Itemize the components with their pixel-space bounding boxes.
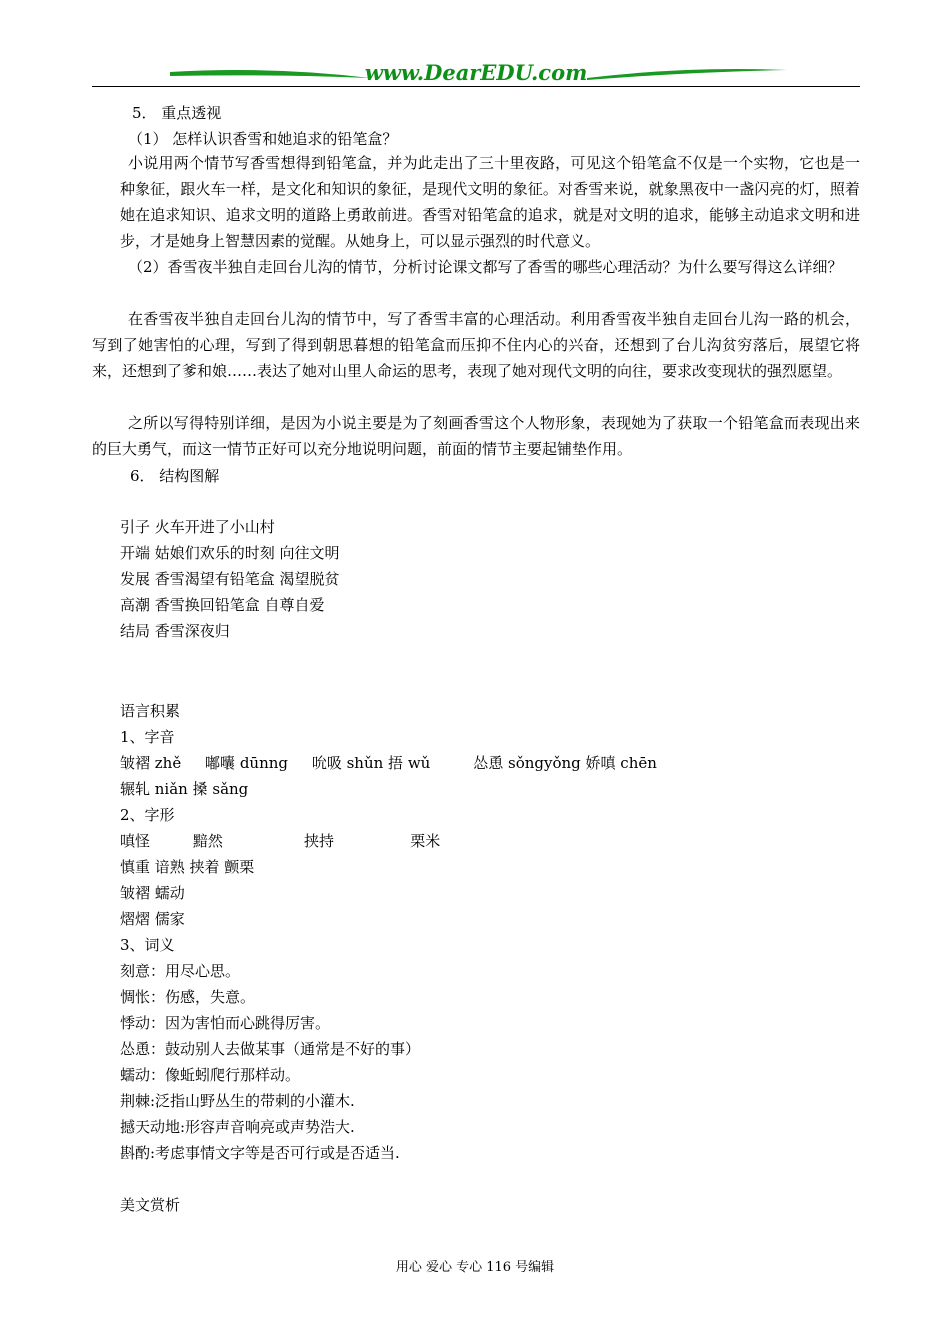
form-line: 熠熠 儒家 bbox=[120, 910, 185, 928]
structure-item: 发展 香雪渴望有铅笔盒 渴望脱贫 bbox=[120, 570, 340, 588]
question-2: （2）香雪夜半独自走回台儿沟的情节，分析讨论课文都写了香雪的哪些心理活动？为什么要写得这么详细？ bbox=[128, 258, 843, 276]
meaning-item: 刻意：用尽心思。 bbox=[120, 962, 241, 980]
header-rule bbox=[92, 86, 860, 87]
page-header bbox=[92, 58, 860, 90]
pronunciation-heading: 1、字音 bbox=[120, 728, 175, 746]
pronunciation-line: 皱褶 zhě 嘟囔 dūnng 吮吸 shǔn 捂 wǔ 怂恿 sǒngyǒng 娇嗔 chēn bbox=[120, 754, 657, 772]
structure-item: 高潮 香雪换回铅笔盒 自尊自爱 bbox=[120, 596, 325, 614]
answer-2-paragraph: 在香雪夜半独自走回台儿沟的情节中，写了香雪丰富的心理活动。利用香雪夜半独自走回台儿沟一路的机会，写到了她害怕的心理，写到了得到朝思暮想的铅笔盒而压抑不住内心的兴奋，还想到了台儿沟贫穷落后，展望它将来，还想到了爹和娘……表达了她对山里人命运的思考，表现了她对现代文明的向往，要求改变现状的强烈愿望。 bbox=[92, 310, 860, 380]
answer-1-paragraph: 小说用两个情节写香雪想得到铅笔盒，并为此走出了三十里夜路，可见这个铅笔盒不仅是一个实物，它也是一种象征，跟火车一样，是文化和知识的象征，是现代文明的象征。对香雪来说，就象黑夜中一盏闪亮的灯，照着她在追求知识、追求文明的道路上勇敢前进。香雪对铅笔盒的追求，就是对文明的追求，能够主动追求文明和进步，才是她身上智慧因素的觉醒。从她身上，可以显示强烈的时代意义。 bbox=[120, 154, 860, 250]
language-heading: 语言积累 bbox=[120, 702, 181, 720]
meaning-heading: 3、词义 bbox=[120, 936, 175, 954]
meaning-item: 悸动：因为害怕而心跳得厉害。 bbox=[120, 1014, 331, 1032]
pronunciation-line: 辗轧 niǎn 搡 sǎng bbox=[120, 780, 249, 798]
structure-item: 结局 香雪深夜归 bbox=[120, 622, 230, 640]
answer-3-paragraph: 之所以写得特别详细，是因为小说主要是为了刻画香雪这个人物形象，表现她为了获取一个铅笔盒而表现出来的巨大勇气，而这一情节正好可以充分地说明问题，前面的情节主要起铺垫作用。 bbox=[92, 414, 860, 458]
meaning-item: 斟酌:考虑事情文字等是否可行或是否适当. bbox=[120, 1144, 400, 1162]
structure-item: 引子 火车开进了小山村 bbox=[120, 518, 275, 536]
right-swoosh-decoration bbox=[587, 66, 787, 84]
meaning-item: 荆棘:泛指山野丛生的带刺的小灌木. bbox=[120, 1092, 355, 1110]
structure-item: 开端 姑娘们欢乐的时刻 向往文明 bbox=[120, 544, 340, 562]
form-heading: 2、字形 bbox=[120, 806, 175, 824]
meaning-item: 怂恿：鼓动别人去做某事（通常是不好的事） bbox=[120, 1040, 421, 1058]
form-line: 皱褶 蠕动 bbox=[120, 884, 185, 902]
section6-heading: 6． 结构图解 bbox=[130, 467, 220, 485]
meaning-item: 惆怅：伤感，失意。 bbox=[120, 988, 256, 1006]
meaning-item: 蠕动：像蚯蚓爬行那样动。 bbox=[120, 1066, 301, 1084]
section5-heading: 5． 重点透视 bbox=[132, 104, 222, 122]
form-line: 慎重 谙熟 挟着 颤栗 bbox=[120, 858, 255, 876]
page-footer: 用心 爱心 专心 116 号编辑 bbox=[395, 1260, 555, 1275]
appreciation-heading: 美文赏析 bbox=[120, 1196, 181, 1214]
question-1: （1） 怎样认识香雪和她追求的铅笔盒？ bbox=[128, 130, 398, 148]
form-line: 嗔怪 黯然 挟持 栗米 bbox=[120, 832, 441, 850]
site-logo-text: www.DearEDU.com bbox=[364, 60, 588, 85]
meaning-item: 撼天动地:形容声音响亮或声势浩大. bbox=[120, 1118, 355, 1136]
